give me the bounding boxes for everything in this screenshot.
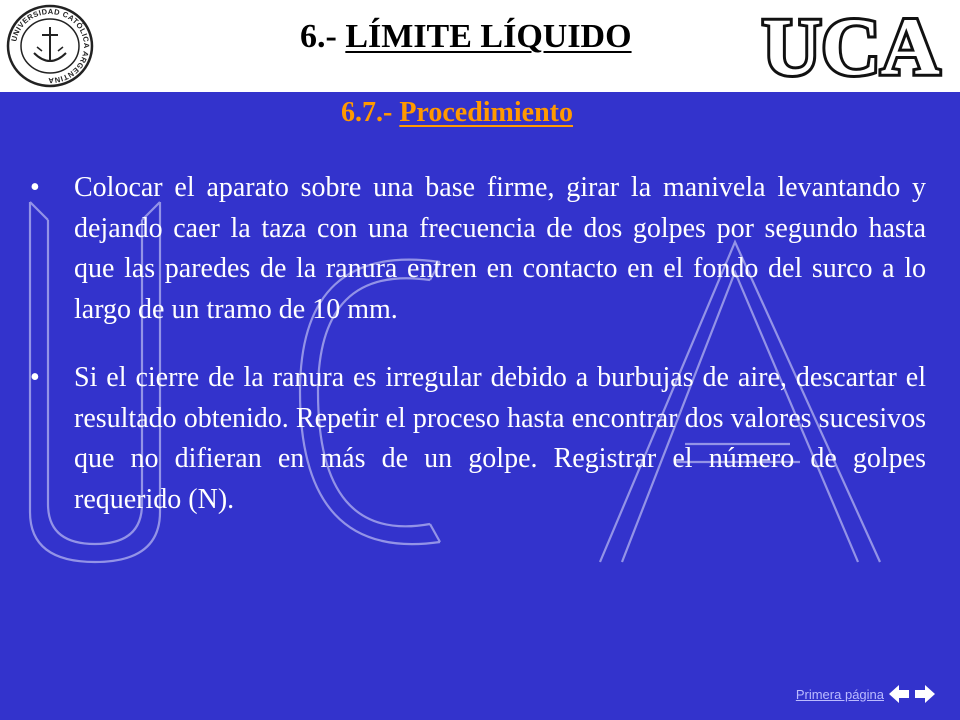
seal-text: UNIVERSIDAD CATÓLICA ARGENTINA (9, 6, 92, 86)
section-subtitle (341, 97, 573, 129)
arrow-right-icon[interactable] (914, 684, 936, 704)
list-item (28, 358, 926, 520)
bullet-marker: • (30, 362, 40, 393)
uca-logo-text: UCA (762, 10, 940, 82)
section-title: Procedimiento (399, 97, 573, 128)
page-title (300, 18, 632, 56)
bullet-marker: • (30, 172, 40, 203)
footer-nav (796, 684, 936, 704)
section-number: 6.7.- (341, 97, 400, 128)
page-title-text: LÍMITE LÍQUIDO (345, 18, 632, 55)
arrow-left-icon[interactable] (888, 684, 910, 704)
first-page-link[interactable]: Primera página (795, 686, 884, 702)
university-seal-icon (4, 3, 96, 89)
header-bar (0, 0, 960, 92)
page-title-number: 6.- (300, 18, 346, 55)
list-item (28, 168, 926, 330)
list-item-text: Colocar el aparato sobre una base firme, girar la manivela levantando y dejando caer la taza con una frecuencia de dos golpes por segundo hasta que las paredes de la ranura entren en contacto en el fondo del surco a lo largo de un tramo de 10 mm. (74, 172, 926, 325)
uca-logo (748, 10, 954, 82)
list-item-text: Si el cierre de la ranura es irregular debido a burbujas de aire, descartar el resultado obtenido. Repetir el proceso hasta encontrar dos valores sucesivos que no difieran en más de un golpe. Registrar el número de golpes requerido (N). (74, 362, 926, 515)
procedure-list (28, 168, 926, 548)
